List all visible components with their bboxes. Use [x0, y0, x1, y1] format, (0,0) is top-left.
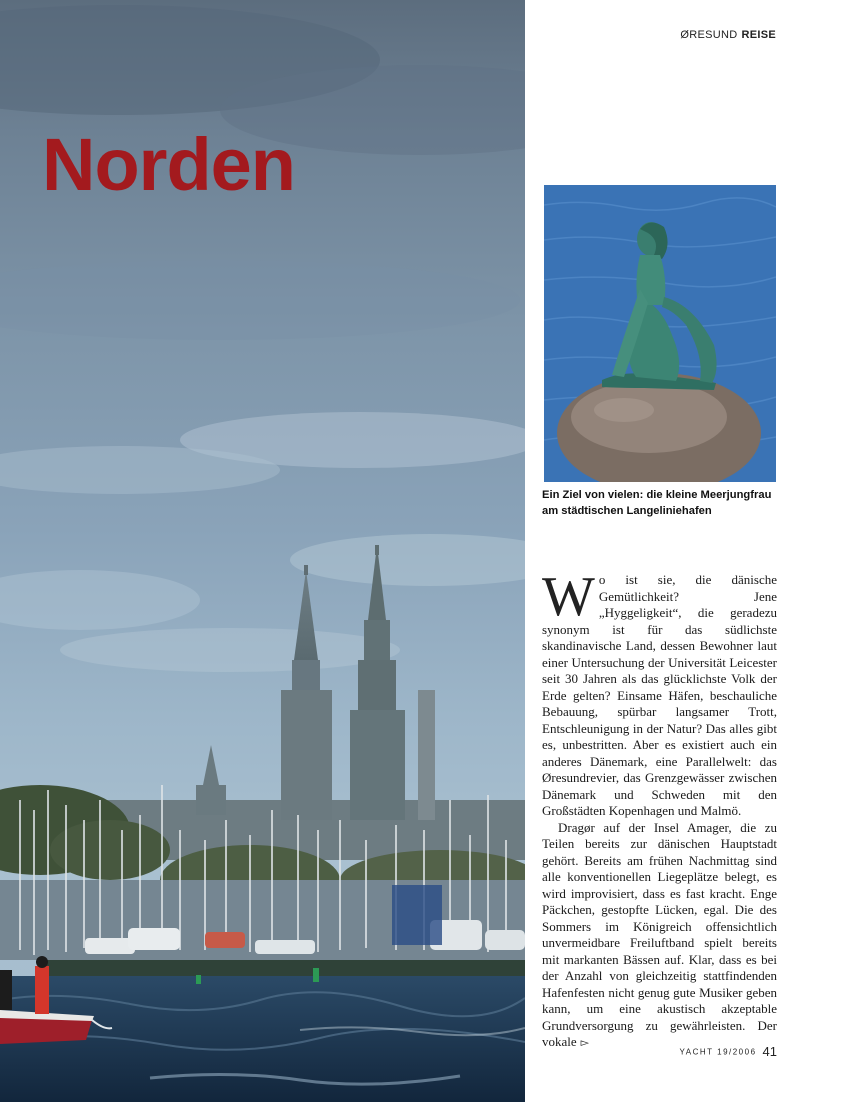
little-mermaid-statue-photo-icon	[544, 185, 776, 482]
section-name: ØRESUND	[680, 29, 738, 41]
magazine-issue: YACHT 19/2006	[679, 1047, 757, 1057]
article-paragraph-1	[542, 566, 777, 820]
headline: Norden	[42, 123, 295, 206]
drop-cap: W	[542, 566, 595, 628]
article-paragraph-2	[542, 820, 777, 1052]
continue-arrow-icon: ▻	[580, 1036, 590, 1049]
page-footer	[680, 1043, 777, 1061]
category-name: REISE	[741, 29, 776, 41]
section-label	[680, 29, 776, 41]
page-number: 41	[762, 1044, 777, 1060]
article-body	[542, 566, 777, 1052]
paragraph-1-text: o ist sie, die dänische Gemütlichkeit? Jene „Hyggeligkeit“, die geradezu synonym ist für das südlichste skandinavische Land, dessen Bewohner laut einer Untersuchung der Universität Leicester seit 30 Jahren als das glücklichste Volk der Erde gelten? Einsame Häfen, beschauliche Bebauung, spürbar langsamer Trott, Entschleunigung in der Natur? Das alles gibt es, unbestritten. Aber es existiert auch ein anderes Dänemark, eine Parallelwelt: das Øresundrevier, das Grenzgewässer zwischen Dänemark und Schweden mit den Großstädten Kopenhagen und Malmö.	[542, 572, 777, 818]
mermaid-photo	[544, 185, 776, 482]
photo-caption: Ein Ziel von vielen: die kleine Meerjungfrau am städtischen Langeliniehafen	[542, 489, 772, 517]
paragraph-2-text: Dragør auf der Insel Amager, die zu Teilen bereits zur dänischen Hauptstadt gehört. Bereits am frühen Nachmittag sind alle konventionellen Liegeplätze belegt, es wird improvisiert, dass es fast kracht. Enge Päckchen, gestopfte Lücken, egal. Die des Sommers im Königreich offensichtlich unvermeidbare Freiluftband spielt bereits mit markanten Bässen auf. Klar, dass es bei der Anzahl von gleichzeitig stattfindenden Hafenfesten nicht genug gute Musiker geben kann, um eine akustisch akzeptable Grundversorgung zu gewährleisten. Der vokale	[542, 819, 777, 1049]
